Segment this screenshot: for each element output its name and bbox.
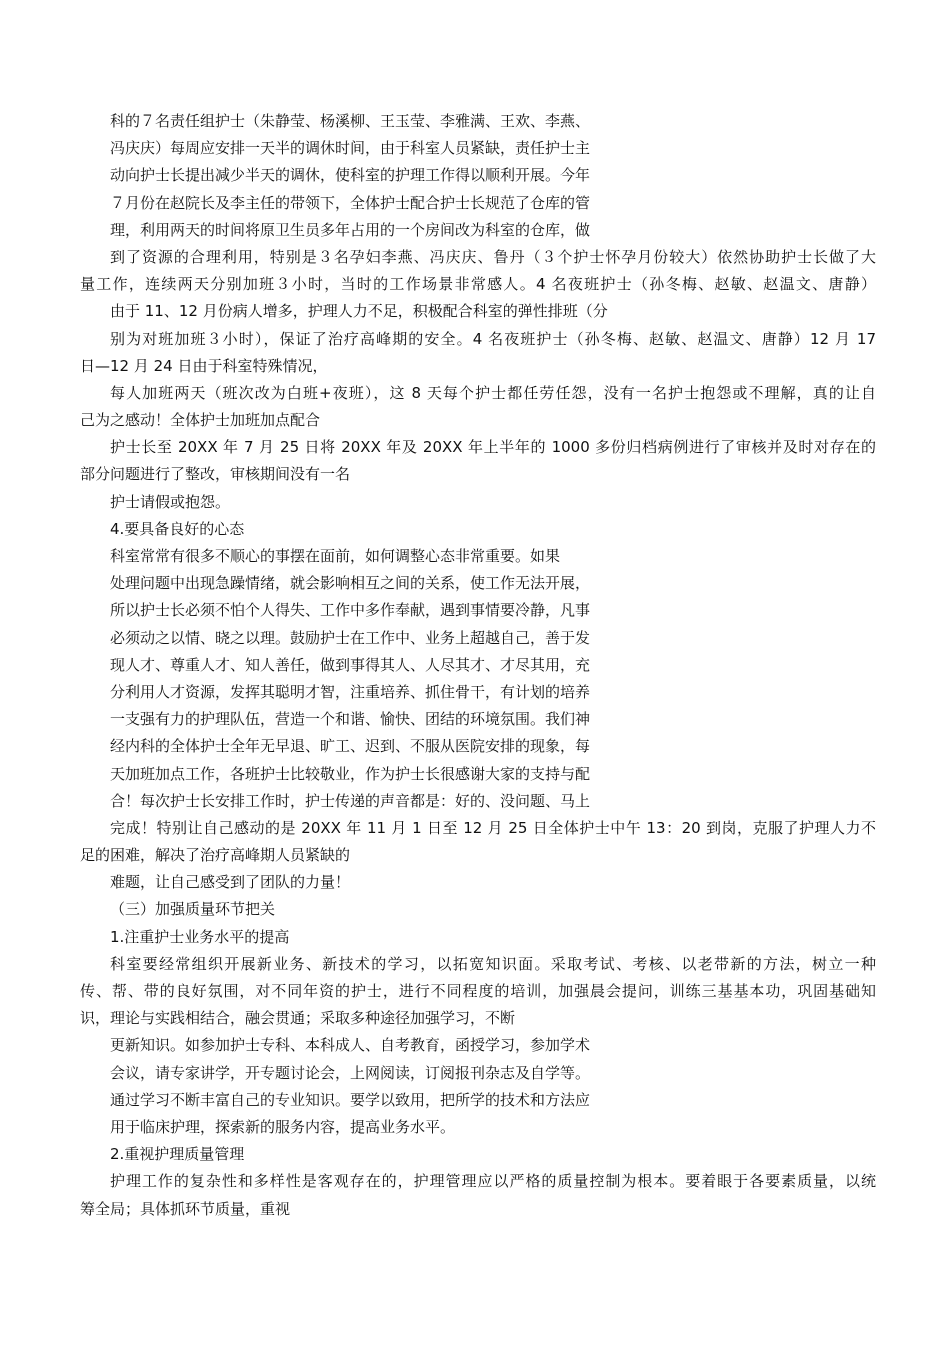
- section-heading: （三）加强质量环节把关: [110, 900, 276, 919]
- text-line: 一支强有力的护理队伍，营造一个和谐、愉快、团结的环境氛围。我们神: [110, 710, 591, 729]
- text-line: 由于 11、12 月份病人增多，护理人力不足，积极配合科室的弹性排班（分: [110, 302, 608, 321]
- text-line: ７月份在赵院长及李主任的带领下，全体护士配合护士长规范了仓库的管: [110, 193, 591, 212]
- text-line: 所以护士长必须不怕个人得失、工作中多作奉献，遇到事情要冷静，凡事: [110, 601, 591, 620]
- section-heading: 2.重视护理质量管理: [110, 1145, 245, 1164]
- text-line: 筹全局；具体抓环节质量，重视: [80, 1199, 291, 1218]
- text-line: 通过学习不断丰富自己的专业知识。要学以致用，把所学的技术和方法应: [110, 1090, 591, 1109]
- text-line: 经内科的全体护士全年无早退、旷工、迟到、不服从医院安排的现象，每: [110, 737, 591, 756]
- text-line: 足的困难，解决了治疗高峰期人员紧缺的: [80, 846, 351, 865]
- text-line: 护理工作的复杂性和多样性是客观存在的，护理管理应以严格的质量控制为根本。要着眼于各要素质量，以统: [110, 1172, 876, 1191]
- text-line: 日—12 月 24 日由于科室特殊情况，: [80, 356, 328, 375]
- text-line: 合！每次护士长安排工作时，护士传递的声音都是：好的、没问题、马上: [110, 791, 591, 810]
- text-line: 护士长至 20XX 年 7 月 25 日将 20XX 年及 20XX 年上半年的 1000 多份归档病例进行了审核并及时对存在的: [110, 438, 876, 457]
- text-line: 护士请假或抱怨。: [110, 492, 231, 511]
- text-line: 冯庆庆）每周应安排一天半的调休时间，由于科室人员紧缺，责任护士主: [110, 139, 591, 158]
- text-line: 更新知识。如参加护士专科、本科成人、自考教育，函授学习，参加学术: [110, 1036, 591, 1055]
- text-line: 科室要经常组织开展新业务、新技术的学习，以拓宽知识面。采取考试、考核、以老带新的方法，树立一种: [110, 954, 876, 973]
- text-line: 每人加班两天（班次改为白班+夜班），这 8 天每个护士都任劳任怨，没有一名护士抱怨或不理解，真的让自: [110, 383, 876, 402]
- section-heading: 4.要具备良好的心态: [110, 519, 245, 538]
- text-line: 分利用人才资源，发挥其聪明才智，注重培养、抓住骨干，有计划的培养: [110, 682, 591, 701]
- text-line: 处理问题中出现急躁情绪，就会影响相互之间的关系，使工作无法开展，: [110, 574, 591, 593]
- text-line: 难题，让自己感受到了团队的力量！: [110, 873, 351, 892]
- text-line: 己为之感动！全体护士加班加点配合: [80, 411, 321, 430]
- text-line: 量工作，连续两天分别加班３小时，当时的工作场景非常感人。4 名夜班护士（孙冬梅、赵敏、赵温文、唐静）: [80, 275, 876, 294]
- text-line: 科的７名责任组护士（朱静莹、杨溪柳、王玉莹、李雅满、王欢、李燕、: [110, 112, 591, 130]
- document-body: [80, 108, 876, 1223]
- text-line: 传、帮、带的良好氛围，对不同年资的护士，进行不同程度的培训，加强晨会提问，训练三基基本功，巩固基础知: [80, 982, 876, 1000]
- text-line: 到了资源的合理利用，特别是３名孕妇李燕、冯庆庆、鲁丹（３个护士怀孕月份较大）依然协助护士长做了大: [110, 247, 876, 266]
- text-line: 天加班加点工作，各班护士比较敬业，作为护士长很感谢大家的支持与配: [110, 764, 591, 783]
- text-line: 用于临床护理，探索新的服务内容，提高业务水平。: [110, 1117, 456, 1136]
- text-line: 部分问题进行了整改，审核期间没有一名: [80, 465, 351, 484]
- text-line: 识，理论与实践相结合，融会贯通；采取多种途径加强学习，不断: [80, 1009, 516, 1028]
- section-heading: 1.注重护士业务水平的提高: [110, 927, 290, 946]
- text-line: 会议，请专家讲学，开专题讨论会，上网阅读，订阅报刊杂志及自学等。: [110, 1063, 591, 1082]
- text-line: 理，利用两天的时间将原卫生员多年占用的一个房间改为科室的仓库，做: [110, 220, 591, 239]
- text-line: 别为对班加班３小时），保证了治疗高峰期的安全。4 名夜班护士（孙冬梅、赵敏、赵温文、唐静）12 月 17: [110, 329, 876, 348]
- text-line: 动向护士长提出减少半天的调休，使科室的护理工作得以顺利开展。今年: [110, 166, 591, 185]
- text-line: 必须动之以情、晓之以理。鼓励护士在工作中、业务上超越自己，善于发: [110, 628, 591, 647]
- text-line: 完成！特别让自己感动的是 20XX 年 11 月 1 日至 12 月 25 日全体护士中午 13：20 到岗，克服了护理人力不: [110, 818, 876, 837]
- text-line: 科室常常有很多不顺心的事摆在面前，如何调整心态非常重要。如果: [110, 547, 561, 565]
- text-line: 现人才、尊重人才、知人善任，做到事得其人、人尽其才、才尽其用，充: [110, 655, 591, 674]
